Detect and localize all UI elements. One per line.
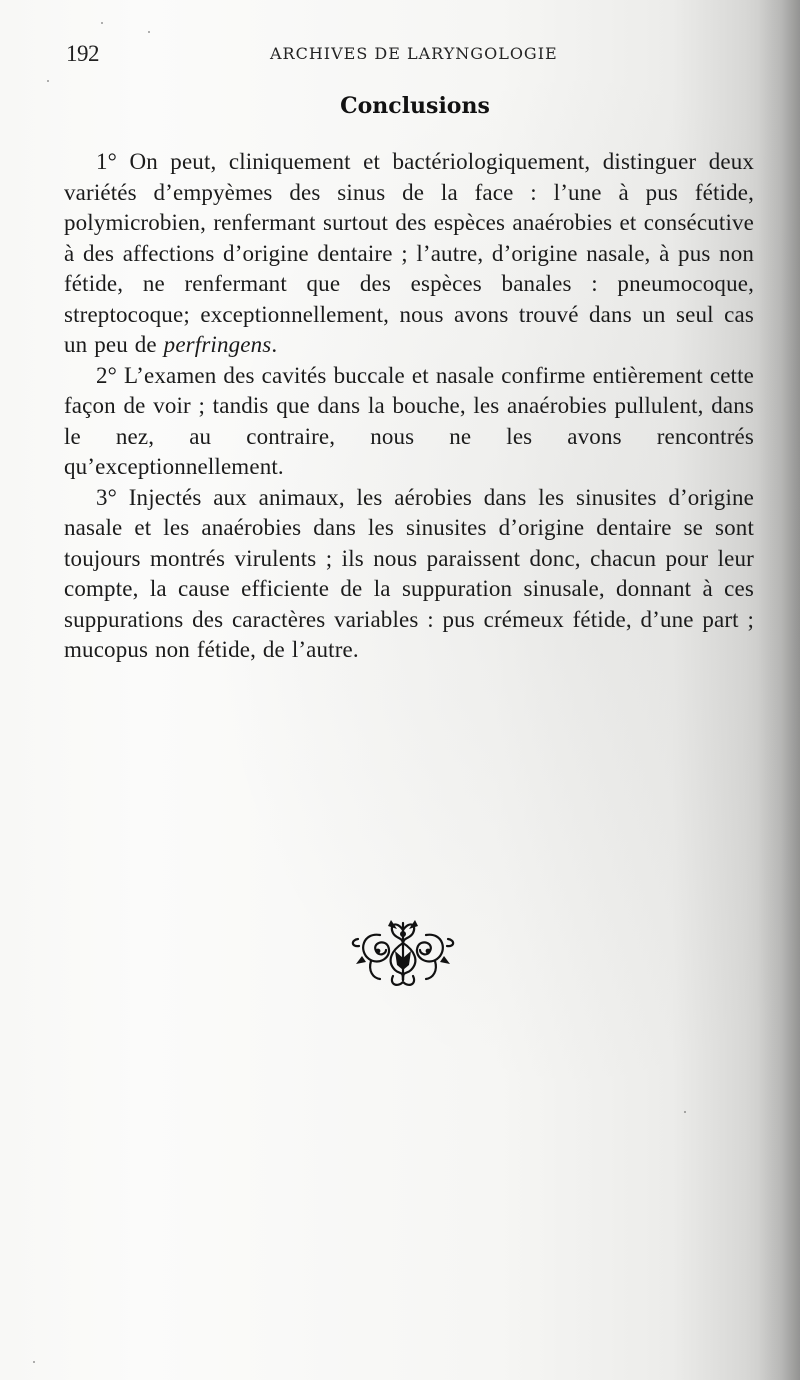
paragraph-1-ending: .: [271, 332, 278, 357]
paragraph-2: 2° L’examen des cavités buccale et nasale confirme entièrement cette façon de voir ; tandis que dans la bouche, les anaérobies pullulent, dans le nez, au contraire, nous ne les avons rencontrés qu’exceptionnellement.: [64, 362, 754, 479]
paragraph-3: 3° Injectés aux animaux, les aérobies dans les sinusites d’origine nasale et les anaérobies dans les sinusites d’origine dentaire se sont toujours montrés virulents ; ils nous paraissent donc, chacun pour leur compte, la cause efficiente de la suppuration sinusale, donnant à ces suppurations des caractères variables : pus crémeux fétide, d’une part ; mucopus non fétide, de l’autre.: [64, 484, 754, 662]
paper-speck: [101, 22, 103, 24]
conclusions-text: [64, 147, 754, 666]
page-number: 192: [66, 41, 99, 66]
bleed-through-text-top: ⁠: [89, 98, 91, 127]
paper-speck: [33, 1361, 35, 1363]
floral-ornament-icon: [348, 912, 458, 992]
paragraph-1: [64, 147, 754, 361]
paragraph-1-text: 1° On peut, cliniquement et bactériologiquement, distinguer deux variétés d’empyèmes des sinus de la face : l’une à pus fétide, polymicrobien, renfermant surtout des espèces anaérobies et consécutive à des affections d’origine dentaire ; l’autre, d’origine nasale, à pus non fétide, ne renfermant que des espèces banales : pneumocoque, streptocoque; exceptionnellement, nous avons trouvé dans un seul cas un peu de: [64, 149, 754, 357]
paragraph-1-italic-term: perfringens: [163, 332, 272, 357]
paper-speck: [148, 31, 150, 33]
paper-speck: [684, 1111, 686, 1113]
paper-speck: [47, 80, 49, 82]
running-head: ARCHIVES DE LARYNGOLOGIE: [270, 44, 558, 63]
section-title: Conclusions: [340, 93, 490, 119]
bleed-through-text-right: [648, 700, 798, 730]
